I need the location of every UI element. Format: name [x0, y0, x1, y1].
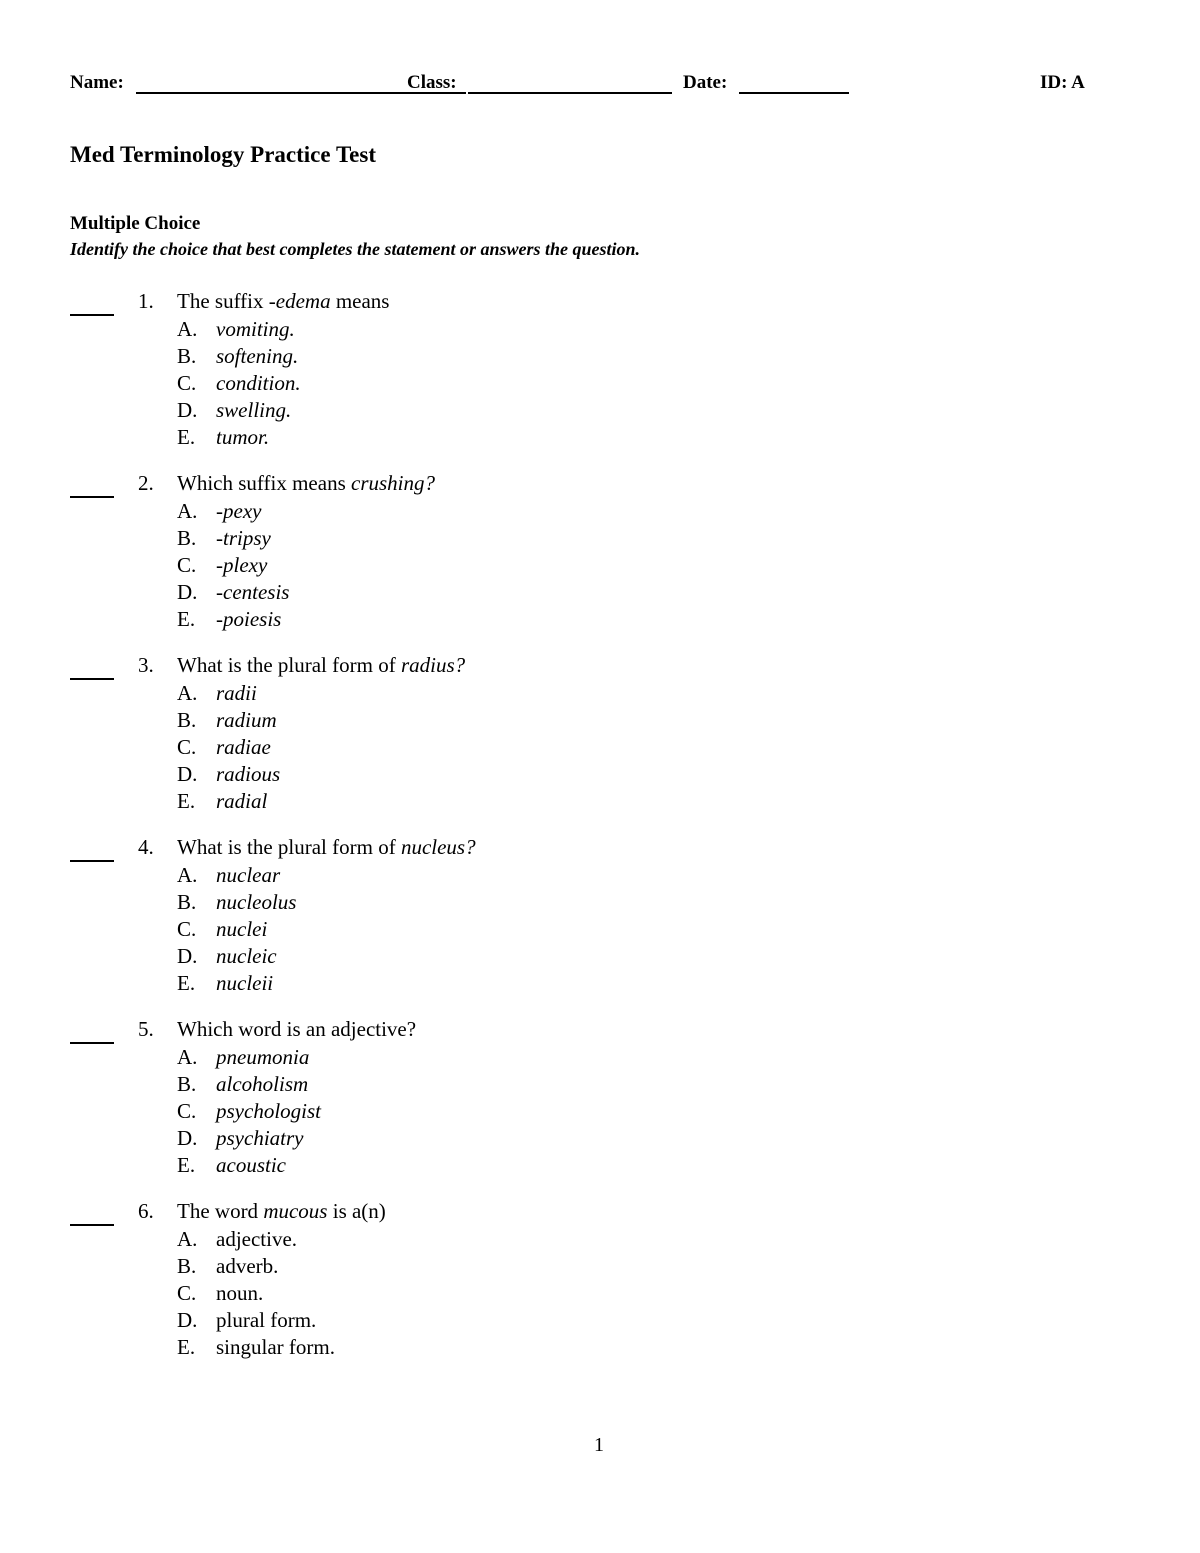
answer-option[interactable]	[177, 735, 777, 762]
answer-option[interactable]	[177, 1126, 777, 1153]
option-letter: D.	[177, 762, 198, 786]
question-text	[177, 471, 435, 496]
answer-option[interactable]	[177, 1335, 777, 1362]
answer-option[interactable]	[177, 944, 777, 971]
option-letter: D.	[177, 580, 198, 604]
option-letter: B.	[177, 890, 197, 914]
option-letter: B.	[177, 1254, 197, 1278]
test-id: ID: A	[1040, 72, 1085, 93]
option-text: singular form.	[216, 1335, 335, 1359]
option-letter: B.	[177, 526, 197, 550]
option-letter: E.	[177, 971, 196, 995]
answer-blank[interactable]	[70, 1042, 114, 1044]
option-text: -centesis	[216, 580, 290, 604]
answer-option[interactable]	[177, 398, 777, 425]
question-text	[177, 653, 465, 678]
option-letter: E.	[177, 789, 196, 813]
answer-option[interactable]	[177, 917, 777, 944]
answer-option[interactable]	[177, 607, 777, 634]
date-field[interactable]	[739, 92, 849, 94]
question-term: nucleus?	[400, 835, 476, 859]
option-text: psychologist	[216, 1099, 321, 1123]
option-text: nuclei	[216, 917, 268, 941]
option-letter: D.	[177, 398, 198, 422]
question-6	[0, 1199, 1200, 1369]
option-text: radious	[216, 762, 281, 786]
option-text: -plexy	[216, 553, 268, 577]
question-text-start: The suffix	[177, 289, 269, 313]
option-letter: C.	[177, 553, 197, 577]
question-term: -edema	[268, 289, 331, 313]
answer-option[interactable]	[177, 890, 777, 917]
option-text: swelling.	[216, 398, 292, 422]
option-letter: D.	[177, 1126, 198, 1150]
question-text	[177, 1199, 386, 1224]
answer-blank[interactable]	[70, 678, 114, 680]
answer-option[interactable]	[177, 526, 777, 553]
question-text-start: Which suffix means	[177, 471, 351, 495]
answer-option[interactable]	[177, 344, 777, 371]
option-letter: A.	[177, 499, 198, 523]
option-text: pneumonia	[216, 1045, 310, 1069]
question-3	[0, 653, 1200, 823]
answer-blank[interactable]	[70, 314, 114, 316]
option-letter: A.	[177, 1227, 198, 1251]
option-text: nuclear	[216, 863, 281, 887]
option-letter: A.	[177, 863, 198, 887]
option-letter: E.	[177, 1335, 196, 1359]
option-text: nucleolus	[216, 890, 297, 914]
question-term: crushing?	[351, 471, 435, 495]
option-text: vomiting.	[216, 317, 295, 341]
answer-option[interactable]	[177, 371, 777, 398]
question-text-start: What is the plural form of	[177, 653, 401, 677]
option-text: plural form.	[216, 1308, 317, 1332]
answer-blank[interactable]	[70, 860, 114, 862]
answer-option[interactable]	[177, 1153, 777, 1180]
question-text-start: What is the plural form of	[177, 835, 401, 859]
question-text-start: The word	[177, 1199, 264, 1223]
option-letter: B.	[177, 1072, 197, 1096]
question-number: 6.	[138, 1199, 154, 1223]
answer-option[interactable]	[177, 1281, 777, 1308]
option-text: -pexy	[216, 499, 262, 523]
option-text: condition.	[216, 371, 301, 395]
question-5	[0, 1017, 1200, 1187]
answer-option[interactable]	[177, 1099, 777, 1126]
section-instructions: Identify the choice that best completes the statement or answers the question.	[70, 239, 640, 259]
answer-option[interactable]	[177, 708, 777, 735]
option-letter: C.	[177, 1281, 197, 1305]
answer-option[interactable]	[177, 762, 777, 789]
option-letter: C.	[177, 917, 197, 941]
option-text: acoustic	[216, 1153, 286, 1177]
answer-option[interactable]	[177, 1227, 777, 1254]
section-heading: Multiple Choice	[70, 213, 201, 234]
option-letter: C.	[177, 1099, 197, 1123]
answer-option[interactable]	[177, 1045, 777, 1072]
option-text: radial	[216, 789, 268, 813]
option-text: radiae	[216, 735, 271, 759]
question-text	[177, 289, 389, 314]
answer-option[interactable]	[177, 580, 777, 607]
question-text-end: means	[330, 289, 390, 313]
option-letter: E.	[177, 1153, 196, 1177]
option-letter: E.	[177, 607, 196, 631]
question-term: radius?	[400, 653, 466, 677]
option-text: softening.	[216, 344, 299, 368]
option-text: noun.	[216, 1281, 264, 1305]
option-letter: A.	[177, 317, 198, 341]
option-letter: E.	[177, 425, 196, 449]
answer-blank[interactable]	[70, 496, 114, 498]
option-text: adverb.	[216, 1254, 279, 1278]
answer-option[interactable]	[177, 553, 777, 580]
question-number: 2.	[138, 471, 154, 495]
answer-option[interactable]	[177, 317, 777, 344]
test-title: Med Terminology Practice Test	[70, 142, 376, 167]
answer-option[interactable]	[177, 863, 777, 890]
option-letter: B.	[177, 708, 197, 732]
option-letter: A.	[177, 1045, 198, 1069]
option-letter: C.	[177, 735, 197, 759]
option-letter: D.	[177, 1308, 198, 1332]
question-2	[0, 471, 1200, 641]
question-number: 1.	[138, 289, 154, 313]
answer-option[interactable]	[177, 425, 777, 452]
option-text: alcoholism	[216, 1072, 309, 1096]
answer-option[interactable]	[177, 789, 777, 816]
answer-option[interactable]	[177, 1072, 777, 1099]
question-text	[177, 1017, 416, 1042]
option-text: -poiesis	[216, 607, 282, 631]
option-text: -tripsy	[216, 526, 271, 550]
question-number: 5.	[138, 1017, 154, 1041]
option-text: radii	[216, 681, 257, 705]
answer-option[interactable]	[177, 1308, 777, 1335]
question-term: mucous	[263, 1199, 328, 1223]
option-letter: B.	[177, 344, 197, 368]
option-letter: A.	[177, 681, 198, 705]
option-letter: C.	[177, 371, 197, 395]
answer-option[interactable]	[177, 971, 777, 998]
option-text: tumor.	[216, 425, 270, 449]
option-text: radium	[216, 708, 277, 732]
question-1	[0, 289, 1200, 459]
answer-option[interactable]	[177, 681, 777, 708]
class-label: Class:	[407, 72, 457, 93]
question-number: 3.	[138, 653, 154, 677]
answer-option[interactable]	[177, 1254, 777, 1281]
answer-option[interactable]	[177, 499, 777, 526]
question-number: 4.	[138, 835, 154, 859]
option-text: adjective.	[216, 1227, 298, 1251]
option-text: nucleic	[216, 944, 277, 968]
question-4	[0, 835, 1200, 1005]
option-letter: D.	[177, 944, 198, 968]
class-field[interactable]	[468, 92, 672, 94]
question-text-start: Which word is an adjective?	[177, 1017, 417, 1041]
option-text: nucleii	[216, 971, 274, 995]
question-text-end: is a(n)	[327, 1199, 386, 1223]
answer-blank[interactable]	[70, 1224, 114, 1226]
option-text: psychiatry	[216, 1126, 304, 1150]
question-text	[177, 835, 476, 860]
page-number: 1	[594, 1434, 604, 1456]
name-label: Name:	[70, 72, 124, 93]
date-label: Date:	[683, 72, 728, 93]
student-info-header	[70, 68, 1100, 100]
